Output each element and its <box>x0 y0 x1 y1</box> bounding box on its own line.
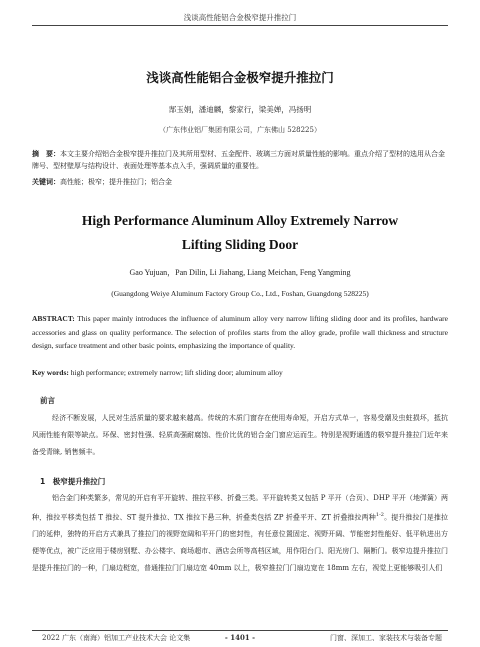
english-abstract-text: This paper mainly introduces the influence of aluminum alloy very narrow lifting sliding door and its profiles, hardware accessories and glass on quality performance. The selection of profiles starts from the alloy grade, profile wall thickness and structure design, surface treatment and other basic points, emphasizing the importance of quality. <box>32 314 448 351</box>
english-authors: Gao Yujuan，Pan Dilin, Li Jiahang, Liang Meichan, Feng Yangming <box>129 268 351 277</box>
page-number: - 1401 - <box>224 633 256 642</box>
chinese-authors: 郜玉娟，潘迪麟，黎家行，梁美婵，冯扬明 <box>168 105 312 114</box>
english-abstract <box>32 312 448 353</box>
chinese-abstract <box>32 148 448 172</box>
english-keywords-text: high performance; extremely narrow; lift sliding door; aluminum alloy <box>70 368 283 377</box>
section-1-text-part-1: 铝合金门种类繁多，常见的开启有平开旋转、推拉平移、折叠三类。平开旋转类又包括 P 平开（合页）、DHP 平开（地弹簧）两种，推拉平移类包括 T 推拉、ST 提升推拉、TX 推拉下悬三种，折叠类包括 ZP 折叠平开、ZT 折叠推拉两种 <box>32 494 448 522</box>
english-title-line-1: High Performance Aluminum Alloy Extremely Narrow <box>81 213 399 228</box>
chinese-affiliation: （广东伟业铝厂集团有限公司，广东佛山 528225） <box>159 126 321 134</box>
english-title-line-2: Lifting Sliding Door <box>181 237 299 252</box>
section-1-heading: 1 极窄提升推拉门 <box>40 477 106 486</box>
english-keywords <box>32 368 448 377</box>
chinese-title: 浅谈高性能铝合金极窄提升推拉门 <box>146 70 334 85</box>
preface-heading: 前言 <box>40 396 55 405</box>
footer-rule <box>32 630 448 631</box>
section-1-paragraph <box>32 490 448 576</box>
chinese-abstract-text: 本文主要介绍铝合金极窄提升推拉门及其所用型材、五金配件、玻璃三方面对质量性能的影响。重点介绍了型材的选用从合金牌号、型材壁厚与结构设计、表面处理等基本点入手，强调质量的重要性。 <box>32 150 445 170</box>
chinese-abstract-label: 摘 要： <box>32 150 60 158</box>
footer-topic: 门窗、深加工、家装技术与装备专题 <box>330 634 442 642</box>
chinese-keywords-label: 关键词： <box>32 178 60 186</box>
chinese-keywords <box>32 176 448 188</box>
chinese-keywords-text: 高性能；极窄；提升推拉门；铝合金 <box>60 178 172 186</box>
citation-superscript: 1-2 <box>375 511 384 518</box>
footer-conference: 2022 广东（南海）铝加工产业技术大会 论文集 <box>42 634 191 642</box>
section-1-text-part-2: 。提升推拉门是推拉门的延伸，独特的开启方式兼具了推拉门的视野宽阔和平开门的密封性，有任意位置固定、视野开阔、节能密封性能好、低平轨进出方便等优点，被广泛应用于楼房别墅、办公楼宇、商场超市、酒店会所等高档区域，用作阳台门、阳光房门、隔断门。极窄边提升推拉门是提升推拉门的一种，门扇边梃宽，普通推拉门门扇边宽 40mm 以上，极窄推拉门门扇边宽在 18mm 左右，视觉上更能够吸引人们 <box>32 513 449 572</box>
preface-paragraph: 经济不断发展，人民对生活质量的要求越来越高。传统的木质门窗存在使用寿命短，开启方式单一，容易受潮及虫蛀损坏，抵抗风雨性能有限等缺点。环保、密封性强、轻质高强耐腐蚀、性价比优的铝合金门窗应运而生。特别是视野通透的极窄提升推拉门近年来备受青睐, 销售频丰。 <box>32 414 448 456</box>
english-abstract-label: ABSTRACT: <box>32 314 75 323</box>
english-keywords-label: Key words: <box>32 368 69 377</box>
header-rule <box>32 25 448 26</box>
english-affiliation: (Guangdong Weiye Aluminum Factory Group Co., Ltd., Foshan, Guangdong 528225) <box>111 289 369 298</box>
running-head: 浅谈高性能铝合金极窄提升推拉门 <box>183 13 297 22</box>
